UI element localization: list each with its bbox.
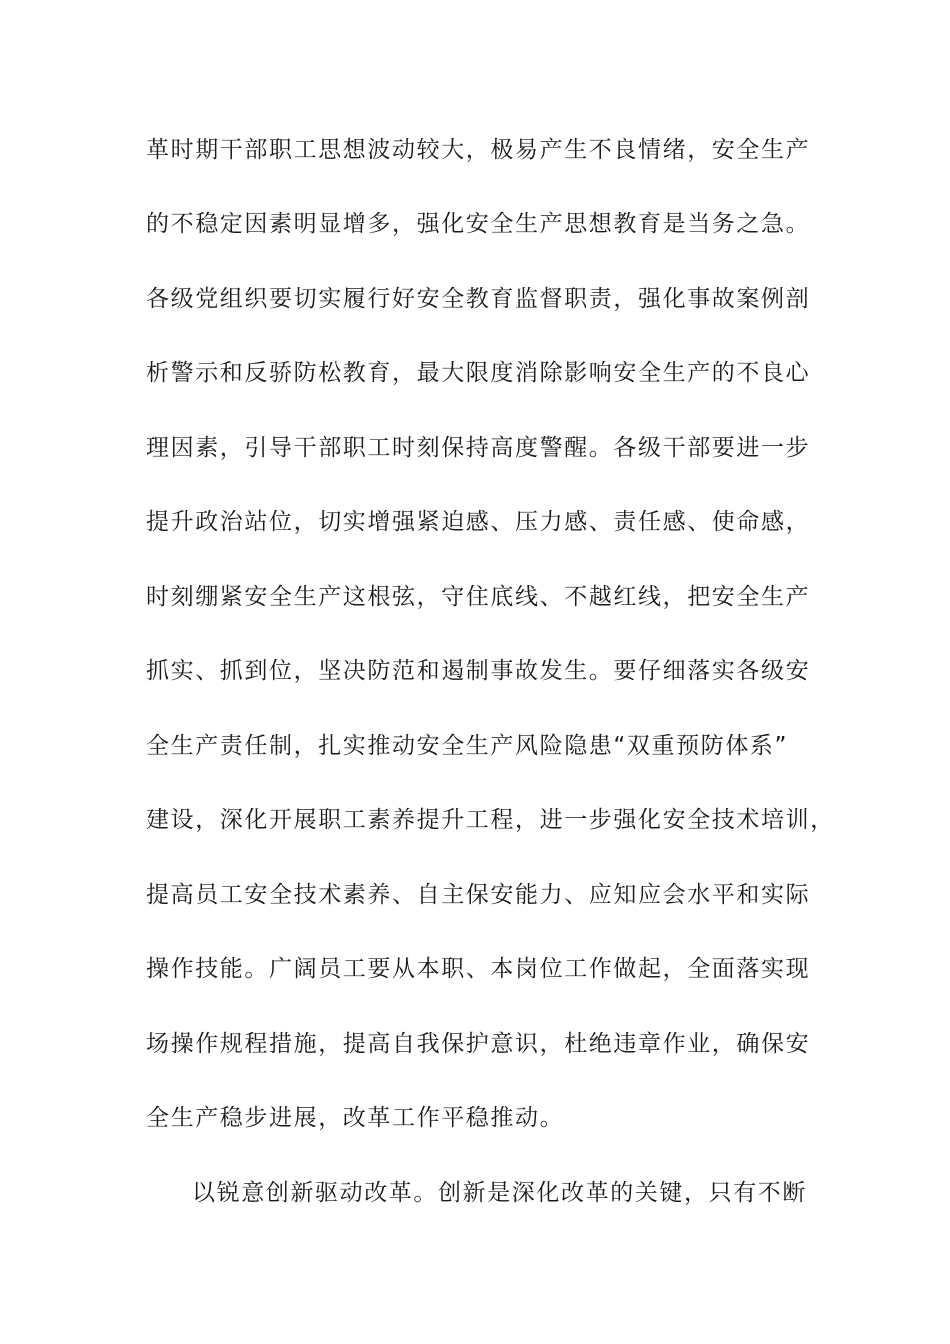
text-line: 操作技能。广阔员工要从本职、本岗位工作做起，全面落实现	[146, 956, 811, 982]
text-line: 提高员工安全技术素养、自主保安能力、应知应会水平和实际	[146, 882, 811, 908]
text-line: 各级党组织要切实履行好安全教育监督职责，强化事故案例剖	[146, 286, 811, 312]
text-line: 革时期干部职工思想波动较大，极易产生不良情绪，安全生产	[146, 137, 811, 163]
text-line: 全生产稳步进展，改革工作平稳推动。	[146, 1105, 565, 1131]
text-line: 时刻绷紧安全生产这根弦，守住底线、不越红线，把安全生产	[146, 584, 811, 610]
paragraph-first-line: 以锐意创新驱动改革。创新是深化改革的关键，只有不断	[192, 1180, 807, 1206]
text-line: 抓实、抓到位，坚决防范和遏制事故发生。要仔细落实各级安	[146, 658, 811, 684]
text-line: 理因素，引导干部职工时刻保持高度警醒。各级干部要进一步	[146, 435, 811, 461]
text-line: 析警示和反骄防松教育，最大限度消除影响安全生产的不良心	[146, 360, 811, 386]
text-line: 全生产责任制，扎实推动安全生产风险隐患“双重预防体系”	[146, 733, 789, 759]
text-line: 建设，深化开展职工素养提升工程，进一步强化安全技术培训，	[146, 807, 835, 833]
text-line: 的不稳定因素明显增多，强化安全生产思想教育是当务之急。	[146, 211, 811, 237]
text-line: 提升政治站位，切实增强紧迫感、压力感、责任感、使命感，	[146, 509, 811, 535]
text-line: 场操作规程措施，提高自我保护意识，杜绝违章作业，确保安	[146, 1031, 811, 1057]
